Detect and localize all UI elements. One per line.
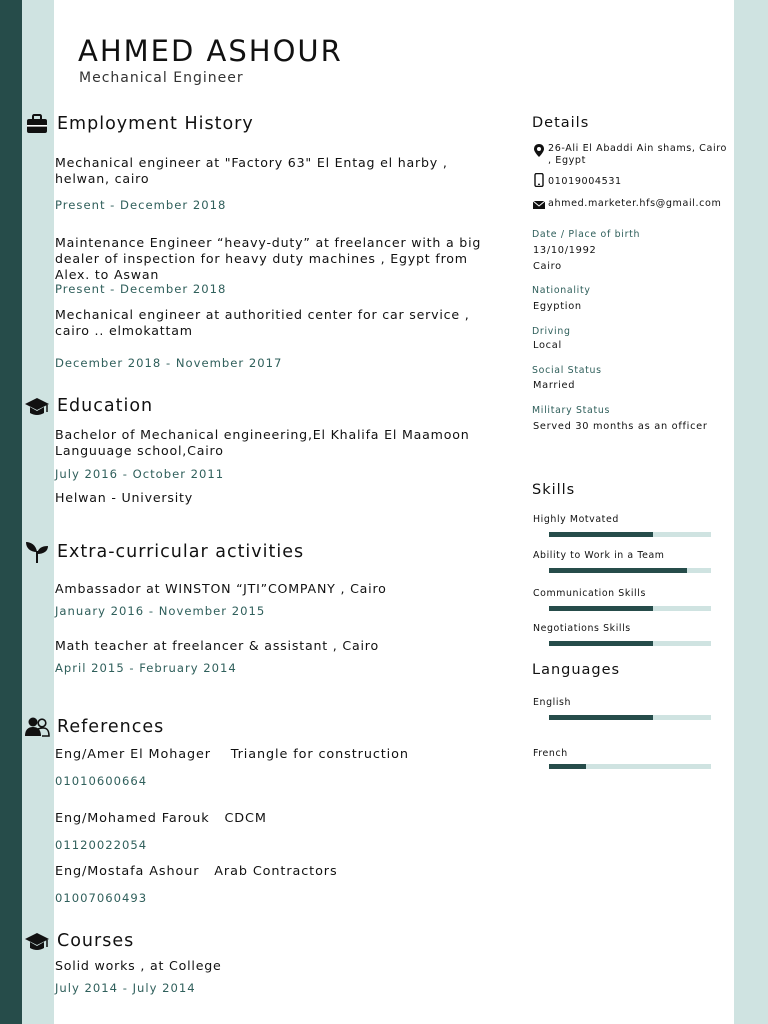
skill-bar-fill (549, 606, 653, 611)
mobile-phone-icon (532, 173, 546, 187)
skill-name: Highly Motvated (533, 514, 619, 525)
extra-date: January 2016 - November 2015 (55, 604, 266, 618)
course-date: July 2014 - July 2014 (55, 981, 196, 995)
employment-date: December 2018 - November 2017 (55, 356, 283, 370)
reference-phone: 01120022054 (55, 838, 148, 852)
military-status-label: Military Status (532, 405, 611, 416)
left-light-stripe (22, 0, 54, 1024)
nationality-label: Nationality (532, 285, 591, 296)
skill-name: Communication Skills (533, 588, 646, 599)
skill-name: Ability to Work in a Team (533, 550, 665, 561)
social-status-label: Social Status (532, 365, 602, 376)
driving-value: Local (533, 340, 562, 351)
people-icon (24, 714, 50, 740)
language-bar-fill (549, 715, 653, 720)
skill-bar (549, 568, 711, 573)
extra-item: Math teacher at freelancer & assistant , Cairo (55, 638, 380, 653)
skill-bar-fill (549, 641, 653, 646)
employment-item: Maintenance Engineer “heavy-duty” at freelancer with a big dealer of inspection for heavy duty machines , Egypt from Alex. to Aswan (55, 235, 482, 282)
address-text: 26-Ali El Abaddi Ain shams, Cairo , Egypt (548, 143, 728, 166)
employment-item: Mechanical engineer at "Factory 63" El Entag el harby , helwan, cairo (55, 155, 448, 186)
section-title-education: Education (57, 396, 154, 416)
language-bar-fill (549, 764, 586, 769)
right-light-stripe (734, 0, 768, 1024)
section-title-courses: Courses (57, 931, 135, 951)
skill-bar (549, 532, 711, 537)
details-heading: Details (532, 115, 590, 131)
reference-phone: 01010600664 (55, 774, 148, 788)
skill-bar-fill (549, 568, 687, 573)
graduation-cap-icon (24, 394, 50, 420)
candidate-title: Mechanical Engineer (79, 70, 244, 86)
language-name: French (533, 748, 568, 759)
languages-heading: Languages (532, 662, 621, 678)
section-title-employment: Employment History (57, 114, 254, 134)
reference-phone: 01007060493 (55, 891, 148, 905)
phone-text: 01019004531 (548, 176, 622, 187)
briefcase-icon (24, 112, 50, 138)
skill-bar (549, 641, 711, 646)
education-item: Bachelor of Mechanical engineering,El Khalifa El Maamoon Languuage school,Cairo (55, 427, 470, 458)
envelope-icon (532, 198, 546, 212)
dob-value: 13/10/1992 (533, 245, 597, 256)
extra-item: Ambassador at WINSTON “JTI”COMPANY , Cairo (55, 581, 387, 596)
employment-date: Present - December 2018 (55, 198, 227, 212)
section-title-extra: Extra-curricular activities (57, 542, 305, 562)
dob-label: Date / Place of birth (532, 229, 641, 240)
candidate-name: AHMED ASHOUR (78, 34, 343, 68)
left-dark-stripe (0, 0, 22, 1024)
military-status-value: Served 30 months as an officer (533, 421, 708, 432)
extra-date: April 2015 - February 2014 (55, 661, 237, 675)
reference-item: Eng/Amer El Mohager Triangle for construction (55, 747, 409, 762)
language-bar (549, 764, 711, 769)
email-text: ahmed.marketer.hfs@gmail.com (548, 198, 722, 209)
employment-item: Mechanical engineer at authoritied center for car service , cairo .. elmokattam (55, 307, 470, 338)
reference-item: Eng/Mostafa Ashour Arab Contractors (55, 864, 338, 879)
social-status-value: Married (533, 380, 576, 391)
driving-label: Driving (532, 326, 571, 337)
employment-date: Present - December 2018 (55, 282, 227, 296)
section-title-references: References (57, 717, 165, 737)
skill-bar-fill (549, 532, 653, 537)
education-date: July 2016 - October 2011 (55, 467, 225, 481)
skill-bar (549, 606, 711, 611)
reference-item: Eng/Mohamed Farouk CDCM (55, 811, 267, 826)
course-item: Solid works , at College (55, 958, 222, 973)
skill-name: Negotiations Skills (533, 623, 631, 634)
education-extra: Helwan - University (55, 490, 193, 505)
language-name: English (533, 697, 572, 708)
language-bar (549, 715, 711, 720)
sprout-icon (24, 539, 50, 565)
map-pin-icon (532, 143, 546, 157)
nationality-value: Egyption (533, 301, 582, 312)
skills-heading: Skills (532, 482, 576, 498)
birth-place-value: Cairo (533, 261, 562, 272)
graduation-cap-icon (24, 929, 50, 955)
